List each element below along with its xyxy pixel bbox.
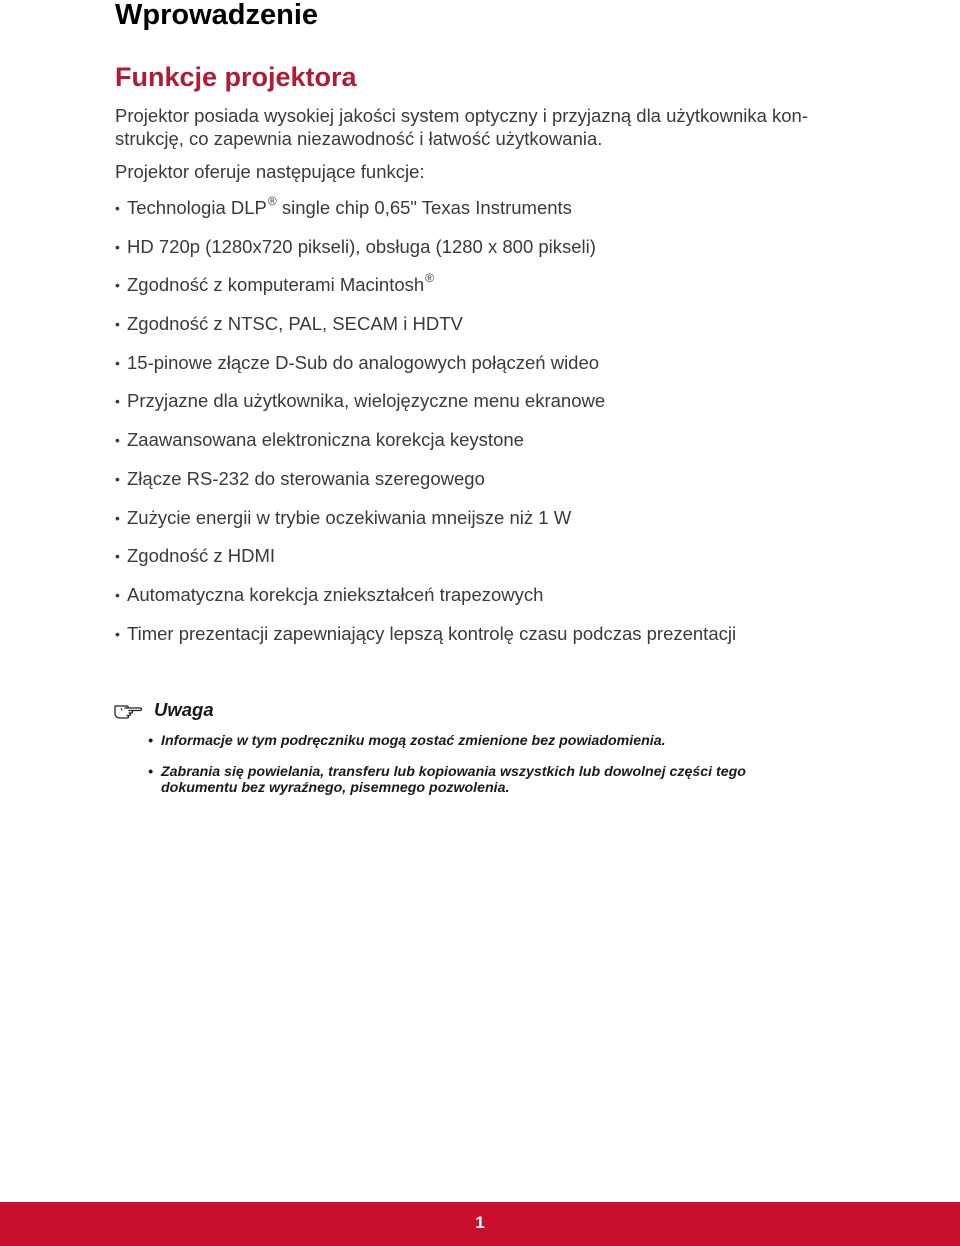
note-title: Uwaga — [154, 699, 214, 720]
feature-text: Automatyczna korekcja zniekształceń trapezowych — [127, 583, 544, 605]
pointing-hand-icon — [113, 697, 145, 723]
note-text: Zabrania się powielania, transferu lub kopiowania wszystkich lub dowolnej części tego — [161, 764, 746, 780]
features-list — [115, 196, 736, 660]
note-list — [148, 733, 848, 811]
feature-item — [115, 235, 736, 274]
feature-item — [115, 506, 736, 545]
bullet-glyph: • — [115, 277, 120, 294]
feature-item — [115, 428, 736, 467]
feature-item — [115, 196, 736, 235]
bullet-glyph: • — [115, 432, 120, 449]
feature-item — [115, 273, 736, 312]
bullet-glyph: • — [115, 586, 120, 603]
section-title: Funkcje projektora — [115, 62, 357, 92]
note-item — [148, 764, 848, 796]
bullet-glyph: • — [115, 509, 120, 526]
feature-text: Zużycie energii w trybie oczekiwania mneijsze niż 1 W — [127, 506, 572, 528]
feature-text-after: single chip 0,65" Texas Instruments — [276, 197, 572, 218]
bullet-glyph: • — [115, 354, 120, 371]
feature-item — [115, 622, 736, 661]
intro-paragraph — [115, 104, 855, 150]
bullet-glyph: • — [115, 238, 120, 255]
registered-mark: ® — [425, 271, 434, 286]
feature-text: Zgodność z komputerami Macintosh — [127, 274, 425, 296]
bullet-glyph: • — [115, 393, 120, 410]
intro-line: strukcję, co zapewnia niezawodność i łatwość użytkowania. — [115, 128, 603, 149]
feature-text: Zaawansowana elektroniczna korekcja keystone — [127, 429, 524, 451]
page-number: 1 — [475, 1213, 485, 1232]
feature-text: Złącze RS-232 do sterowania szeregowego — [127, 467, 485, 489]
note-item — [148, 733, 848, 749]
feature-item — [115, 583, 736, 622]
registered-mark: ® — [267, 194, 277, 208]
bullet-glyph: • — [115, 625, 120, 642]
page-title: Wprowadzenie — [115, 0, 319, 31]
feature-item — [115, 389, 736, 428]
feature-text: Timer prezentacji zapewniający lepszą kontrolę czasu podczas prezentacji — [127, 622, 737, 644]
feature-text: Zgodność z HDMI — [127, 545, 276, 567]
bullet-glyph: • — [148, 764, 153, 780]
feature-text: HD 720p (1280x720 pikseli), obsługa (1280 x 800 pikseli) — [127, 235, 596, 257]
bullet-glyph: • — [115, 200, 120, 216]
feature-item — [115, 467, 736, 506]
feature-item — [115, 312, 736, 351]
footer-bar — [0, 1202, 960, 1246]
features-lead: Projektor oferuje następujące funkcje: — [115, 161, 425, 182]
feature-text: Zgodność z NTSC, PAL, SECAM i HDTV — [127, 313, 463, 335]
intro-line: Projektor posiada wysokiej jakości system optyczny i przyjazną dla użytkownika kon- — [115, 105, 809, 126]
bullet-glyph: • — [115, 470, 120, 487]
note-text: Informacje w tym podręczniku mogą zostać zmienione bez powiadomienia. — [161, 733, 666, 749]
feature-text: Technologia DLP — [127, 197, 267, 218]
feature-item — [115, 544, 736, 583]
bullet-glyph: • — [115, 548, 120, 565]
note-text: dokumentu bez wyraźnego, pisemnego pozwolenia. — [161, 780, 510, 796]
bullet-glyph: • — [148, 733, 153, 749]
bullet-glyph: • — [115, 316, 120, 333]
feature-text: 15-pinowe złącze D-Sub do analogowych połączeń wideo — [127, 351, 600, 373]
feature-item — [115, 351, 736, 390]
feature-text: Przyjazne dla użytkownika, wielojęzyczne menu ekranowe — [127, 390, 606, 412]
